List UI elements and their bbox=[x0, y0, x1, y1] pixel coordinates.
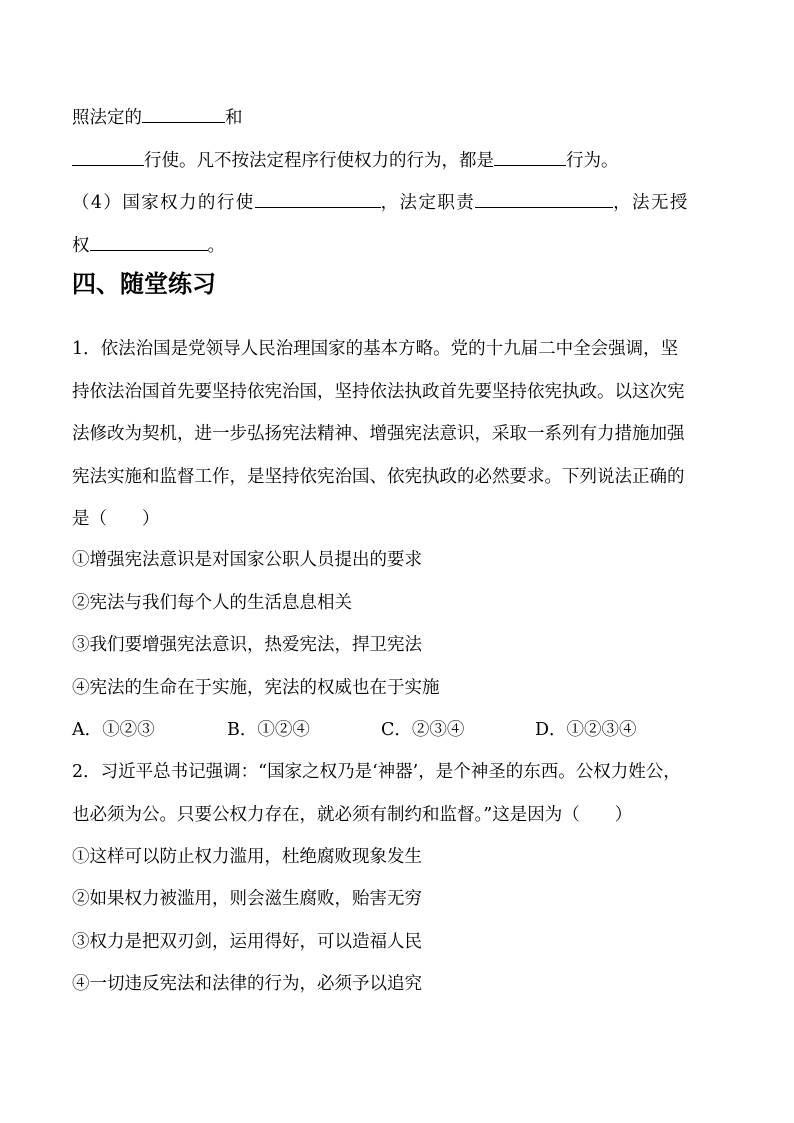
q1-item: ④宪法的生命在于实施，宪法的权威也在于实施 bbox=[72, 678, 440, 698]
fill-text: 行为。 bbox=[566, 151, 619, 171]
blank-field[interactable] bbox=[475, 190, 613, 208]
q2-line: 2．习近平总书记强调：“国家之权乃是‘神器’，是个神圣的东西。公权力姓公， bbox=[72, 762, 681, 782]
fill-line-4 bbox=[72, 233, 225, 257]
q2-item: ③权力是把双刃剑，运用得好，可以造福人民 bbox=[72, 932, 422, 952]
blank-field[interactable] bbox=[72, 148, 144, 166]
fill-text: ，法无授 bbox=[613, 193, 689, 213]
fill-text: 照法定的 bbox=[72, 108, 142, 128]
fill-line-2 bbox=[72, 148, 619, 172]
option-b[interactable]: B．①②④ bbox=[227, 720, 310, 740]
fill-line-1 bbox=[72, 105, 243, 129]
q1-item: ①增强宪法意识是对国家公职人员提出的要求 bbox=[72, 550, 422, 570]
fill-line-3 bbox=[72, 190, 689, 214]
option-a[interactable]: A．①②③ bbox=[72, 720, 155, 740]
section-title: 四、随堂练习 bbox=[72, 270, 216, 298]
blank-field[interactable] bbox=[494, 148, 566, 166]
q1-line: 1．依法治国是党领导人民治理国家的基本方略。党的十九届二中全会强调，坚 bbox=[72, 339, 679, 359]
q2-item: ①这样可以防止权力滥用，杜绝腐败现象发生 bbox=[72, 847, 422, 867]
option-c[interactable]: C．②③④ bbox=[381, 720, 465, 740]
fill-text: ，法定职责 bbox=[380, 193, 476, 213]
fill-text: 。 bbox=[207, 236, 225, 256]
q1-line: 是（ ） bbox=[72, 509, 160, 529]
q2-item: ②如果权力被滥用，则会滋生腐败，贻害无穷 bbox=[72, 889, 422, 909]
q1-line: 持依法治国首先要坚持依宪治国，坚持依法执政首先要坚持依宪执政。以这次宪 bbox=[72, 382, 685, 402]
q1-item: ②宪法与我们每个人的生活息息相关 bbox=[72, 593, 352, 613]
q1-line: 宪法实施和监督工作，是坚持依宪治国、依宪执政的必然要求。下列说法正确的 bbox=[72, 467, 685, 487]
fill-text: 权 bbox=[72, 236, 90, 256]
blank-field[interactable] bbox=[90, 233, 208, 251]
q2-line: 也必须为公。只要公权力存在，就必须有制约和监督。”这是因为（ ） bbox=[72, 805, 633, 825]
fill-text: （4）国家权力的行使 bbox=[72, 193, 255, 213]
fill-text: 和 bbox=[225, 108, 243, 128]
option-d[interactable]: D．①②③④ bbox=[535, 720, 637, 740]
q2-item: ④一切违反宪法和法律的行为，必须予以追究 bbox=[72, 974, 422, 994]
blank-field[interactable] bbox=[255, 190, 381, 208]
blank-field[interactable] bbox=[142, 105, 225, 123]
fill-text: 行使。凡不按法定程序行使权力的行为，都是 bbox=[144, 151, 494, 171]
q1-line: 法修改为契机，进一步弘扬宪法精神、增强宪法意识，采取一系列有力措施加强 bbox=[72, 424, 685, 444]
q1-item: ③我们要增强宪法意识，热爱宪法，捍卫宪法 bbox=[72, 635, 422, 655]
